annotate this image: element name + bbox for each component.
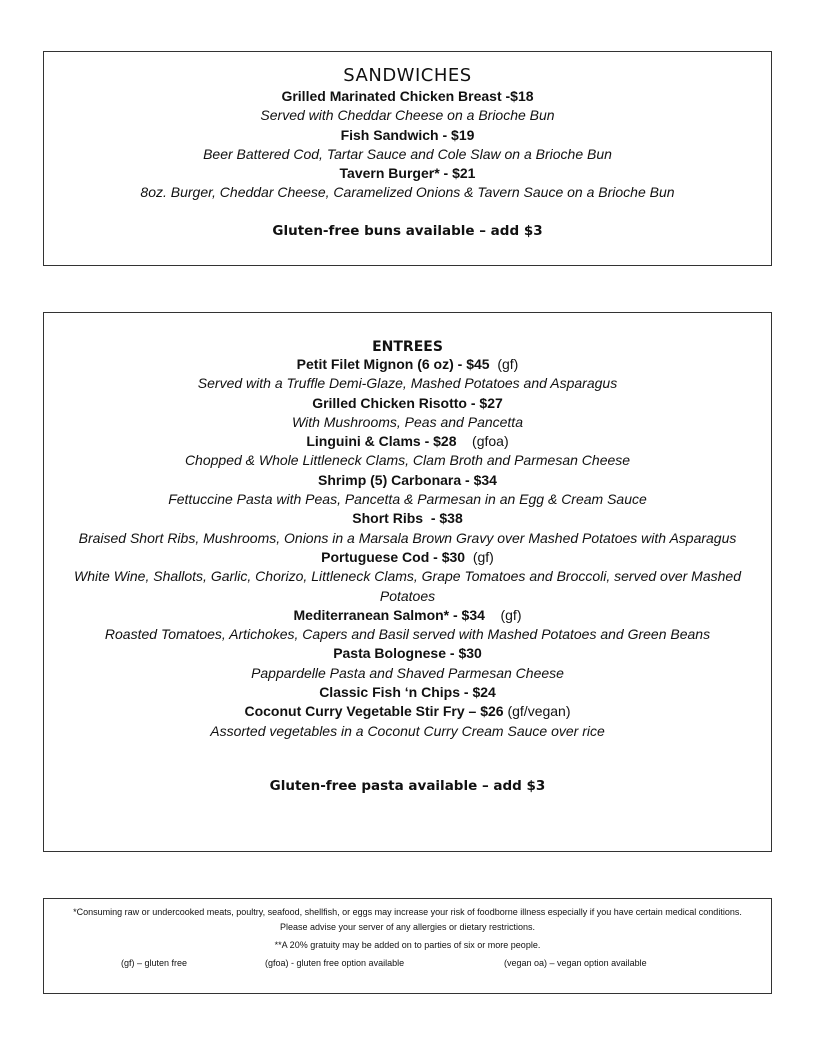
entrees-section	[43, 312, 772, 852]
menu-item-description: 8oz. Burger, Cheddar Cheese, Caramelized Onions & Tavern Sauce on a Brioche Bun	[140, 184, 675, 201]
diet-legend	[44, 958, 771, 973]
menu-item-name	[44, 548, 771, 567]
menu-item-name	[44, 432, 771, 451]
diet-tag: (gfoa)	[456, 433, 509, 450]
entrees-title: ENTREES	[372, 339, 443, 355]
menu-item-name	[44, 644, 771, 663]
item-name: Pasta Bolognese - $30	[333, 645, 482, 662]
menu-item-name	[44, 394, 771, 413]
diet-tag: (gf)	[465, 548, 494, 565]
item-name: Classic Fish ‘n Chips - $24	[319, 684, 496, 701]
menu-item-name	[44, 126, 771, 145]
item-name: Fish Sandwich - $19	[340, 126, 475, 143]
menu-item-description: Roasted Tomatoes, Artichokes, Capers and Basil served with Mashed Potatoes and Green Beans	[104, 626, 711, 643]
menu-item-description: Pappardelle Pasta and Shaved Parmesan Cheese	[251, 664, 564, 681]
diet-tag: (gf)	[484, 606, 522, 623]
menu-item-description: Braised Short Ribs, Mushrooms, Onions in a Marsala Brown Gravy over Mashed Potatoes with Asparagus	[78, 529, 737, 546]
menu-item-description: Assorted vegetables in a Coconut Curry Cream Sauce over rice	[210, 722, 605, 739]
legend-vegan: (vegan oa) – vegan option available	[504, 958, 647, 968]
menu-item-description: Chopped & Whole Littleneck Clams, Clam Broth and Parmesan Cheese	[184, 452, 631, 469]
menu-item-description: Served with a Truffle Demi-Glaze, Mashed Potatoes and Asparagus	[197, 375, 618, 392]
menu-item-description: White Wine, Shallots, Garlic, Chorizo, Littleneck Clams, Grape Tomatoes and Broccoli, served over Mashed Potatoes	[74, 568, 741, 604]
menu-item-name	[44, 702, 771, 721]
gluten-free-buns-note: Gluten-free buns available – add $3	[272, 222, 543, 239]
item-name: Tavern Burger* - $21	[339, 165, 476, 182]
menu-item-name	[44, 471, 771, 490]
item-name: Grilled Chicken Risotto - $27	[312, 394, 503, 411]
sandwiches-title: SANDWICHES	[343, 65, 472, 86]
menu-item-description: With Mushrooms, Peas and Pancetta	[292, 413, 523, 430]
sandwiches-section	[43, 51, 772, 266]
gratuity-notice: **A 20% gratuity may be added on to parties of six or more people.	[274, 940, 541, 950]
item-name: Shrimp (5) Carbonara - $34	[318, 471, 497, 488]
gluten-free-pasta-note: Gluten-free pasta available – add $3	[269, 777, 546, 794]
footer-notice	[43, 898, 772, 994]
menu-item-name	[44, 683, 771, 702]
item-name: Grilled Marinated Chicken Breast -$18	[281, 88, 534, 104]
diet-tag: (gf)	[489, 356, 519, 372]
menu-item-name	[44, 606, 771, 625]
item-name: Linguini & Clams - $28	[306, 433, 457, 450]
menu-item-name	[44, 355, 771, 374]
item-name: Mediterranean Salmon* - $34	[293, 606, 485, 623]
item-name: Portuguese Cod - $30	[321, 548, 466, 565]
menu-item-description: Beer Battered Cod, Tartar Sauce and Cole Slaw on a Brioche Bun	[203, 145, 612, 162]
allergy-disclaimer: *Consuming raw or undercooked meats, poultry, seafood, shellfish, or eggs may increase your risk of foodborne illness especially if you have certain medical conditions. Please advise your server of any allergies or dietary restrictions.	[73, 907, 742, 932]
menu-item-description: Fettuccine Pasta with Peas, Pancetta & Parmesan in an Egg & Cream Sauce	[168, 491, 647, 508]
menu-item-name	[44, 164, 771, 183]
legend-gf: (gf) – gluten free	[121, 958, 188, 968]
item-name: Short Ribs - $38	[352, 510, 463, 527]
menu-item-name	[44, 509, 771, 528]
diet-tag: (gf/vegan)	[503, 703, 571, 720]
menu-item-name	[44, 87, 771, 106]
item-name: Petit Filet Mignon (6 oz) - $45	[296, 356, 490, 372]
item-name: Coconut Curry Vegetable Stir Fry – $26	[244, 703, 504, 720]
legend-gfoa: (gfoa) - gluten free option available	[265, 958, 405, 968]
menu-item-description: Served with Cheddar Cheese on a Brioche Bun	[260, 107, 555, 124]
